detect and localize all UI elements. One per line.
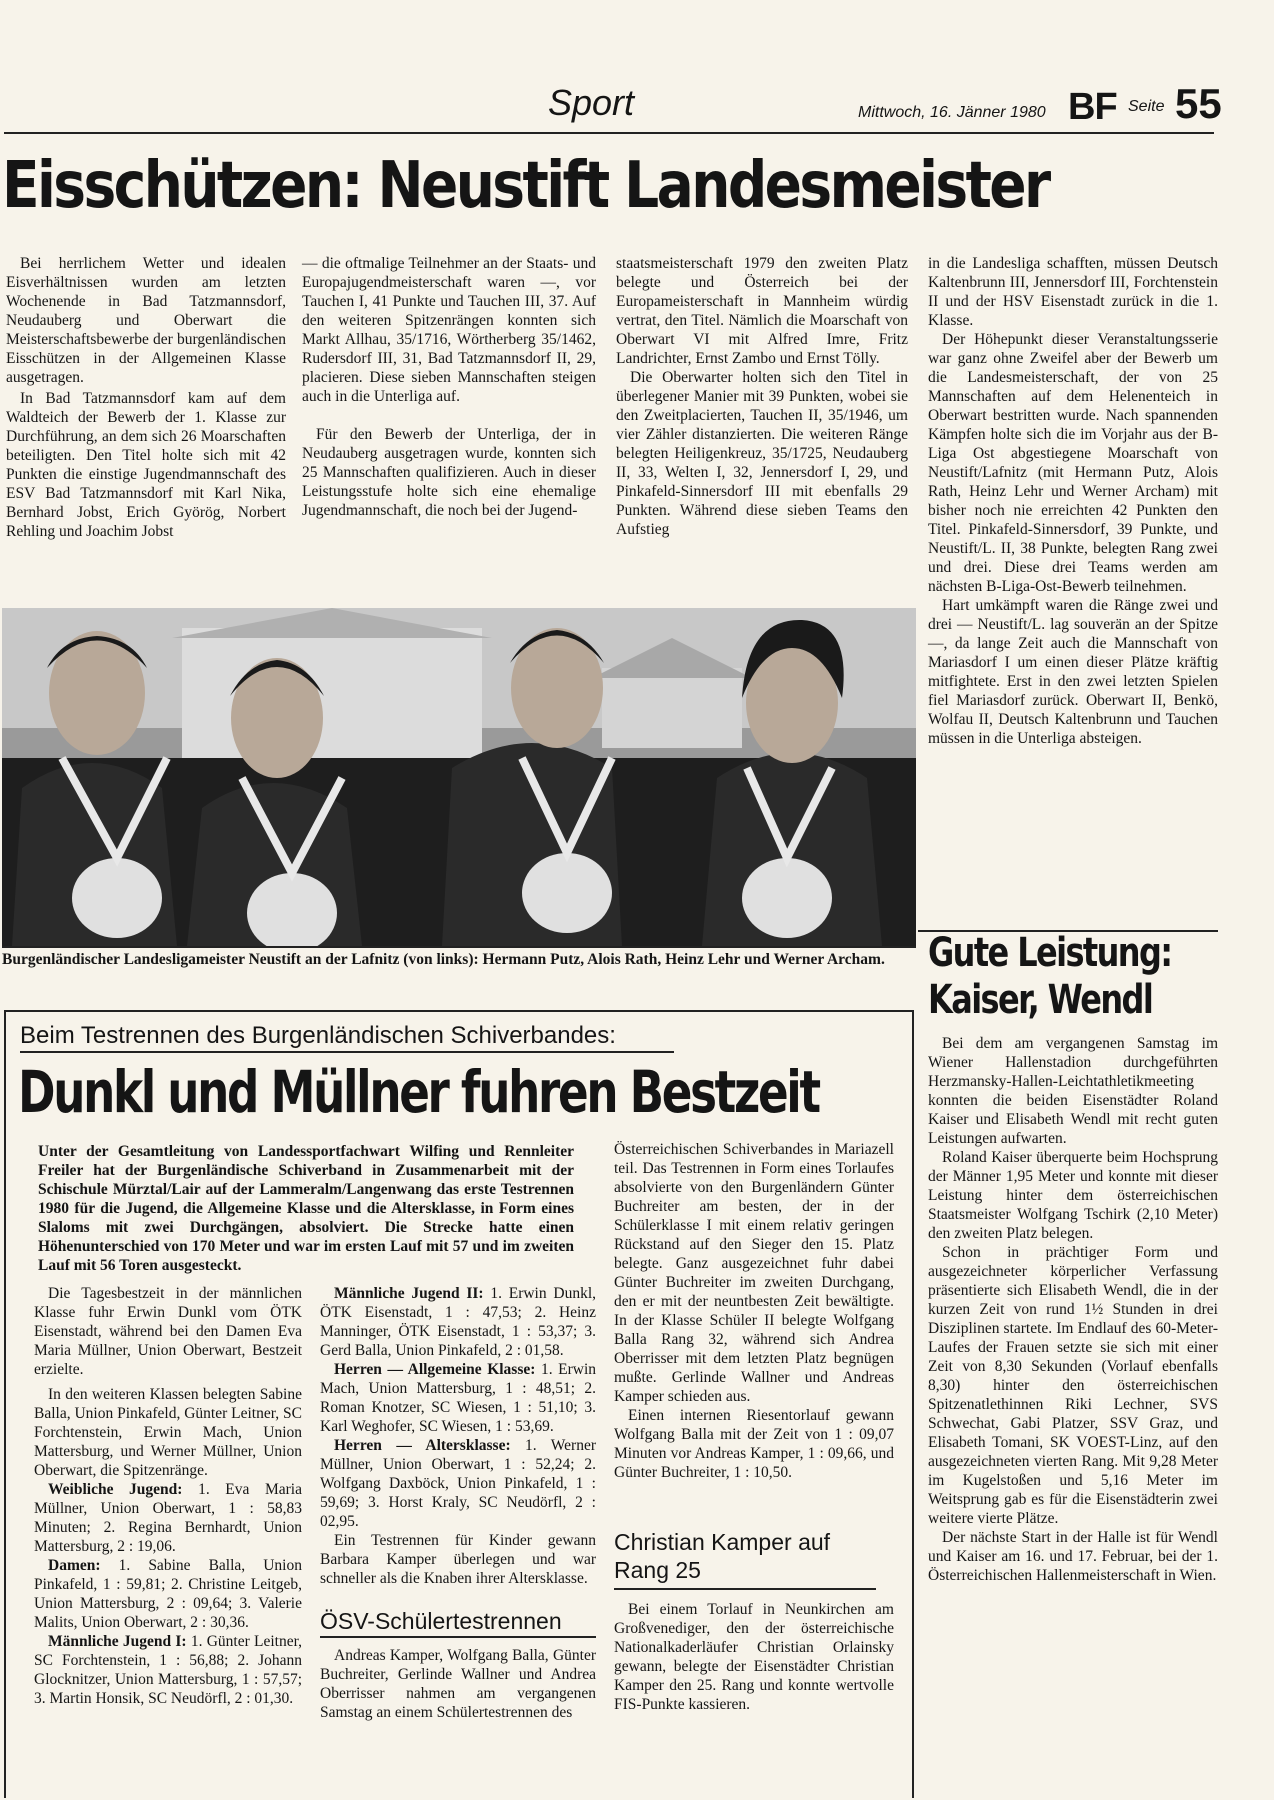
result-text: 1. Sabine Balla, Union Pinkafeld, 1 : 59,81; 2. Christine Leitgeb, Union Mattersburg, 2 : 09,64; 3. Valerie Malits, Union Oberwart, 2 : 30,36. [34, 1557, 302, 1631]
paragraph: Bei dem am vergangenen Samstag im Wiener Hallenstadion durchgeführten Herzmansky-Hallen-Leichtathletikmeeting konnten die beiden Eisenstädter Roland Kaiser und Elisabeth Wendl mit recht guten Leistungen aufwarten. [928, 1035, 1218, 1147]
paragraph: Bei herrlichem Wetter und idealen Eisverhältnissen wurden am letzten Wochenende in Bad Tatzmannsdorf, Neudauberg und Oberwart die Meisterschaftsbewerbe der burgenländischen Eisschützen in der Allgemeinen Klasse ausgetragen. [6, 255, 286, 386]
result-label: Herren — Allgemeine Klasse: [334, 1361, 536, 1378]
subhead-rule [320, 1636, 596, 1638]
article2-col3b [614, 1600, 894, 1714]
subhead-kamper: Christian Kamper auf Rang 25 [614, 1529, 831, 1583]
result-text: 1. Erwin Dunkl, ÖTK Eisenstadt, 1 : 47,53; 2. Heinz Manninger, ÖTK Eisenstadt, 1 : 53,37; 3. Gerd Balla, Union Pinkafeld, 2 : 01,58. [320, 1285, 596, 1359]
article1-col4 [928, 254, 1218, 748]
article1-col3 [616, 254, 908, 539]
result-label: Herren — Altersklasse: [334, 1437, 511, 1454]
article2-col2 [320, 1284, 596, 1588]
headline-dunkl-muellner: Dunkl und Müllner fuhren Bestzeit [18, 1058, 819, 1126]
result-text: 1. Eva Maria Müllner, Union Oberwart, 1 : 58,83 Minuten; 2. Regina Bernhardt, Union Mattersburg, 2 : 19,06. [34, 1481, 302, 1555]
article2-col3 [614, 1140, 894, 1482]
headline-line: Gute Leistung: [928, 930, 1172, 976]
page-number: 55 [1175, 80, 1222, 127]
result-paragraph [320, 1436, 596, 1531]
paragraph: Einen internen Riesentorlauf gewann Wolfgang Balla mit der Zeit von 1 : 09,07 Minuten vor Andreas Kamper, 1 : 09,66, und Günter Buchreiter, 1 : 10,50. [614, 1407, 894, 1481]
paragraph: Der nächste Start in der Halle ist für Wendl und Kaiser am 16. und 17. Februar, bei der 1. Österreichischen Hallenmeisterschaft in Wien. [928, 1529, 1218, 1584]
article2-lead: Unter der Gesamtleitung von Landessportfachwart Wilfing und Rennleiter Freiler hat der Burgenländische Schiverband in Zusammenarbeit mit der Schischule Mürztal/Lair auf der Lammeralm/Langenwang das erste Testrennen 1980 für die Jugend, die Allgemeine Klasse und die Altersklasse, in Form eines Slaloms mit zwei Durchgängen, absolviert. Die Strecke hatte einen Höhenunterschied von 170 Meter und war im ersten Lauf mit 57 und im zweiten Lauf mit 56 Toren ausgesteckt. [38, 1143, 574, 1274]
header-rule [4, 132, 1214, 134]
paragraph: Die Tagesbestzeit in der männlichen Klasse fuhr Erwin Dunkl vom ÖTK Eisenstadt, während bei den Damen Eva Maria Müllner, Union Oberwart, Bestzeit erzielte. [34, 1285, 302, 1378]
paragraph: Der Höhepunkt dieser Veranstaltungsserie war ganz ohne Zweifel aber der Bewerb um die Landesmeisterschaft, der von 25 Mannschaften auf dem Helenenteich in Oberwart bestritten wurde. Nach spannenden Kämpfen holte sich die im Vorjahr aus der B-Liga Ost abgestiegene Moarschaft von Neustift/Lafnitz (mit Hermann Putz, Alois Rath, Heinz Lehr und Werner Archam) mit bisher noch nie erreichten 42 Punkten den Titel. Pinkafeld-Sinnersdorf, 39 Punkte, und Neustift/L. II, 38 Punkte, belegten Rang zwei und drei. Diese drei Teams werden am nächsten B-Liga-Ost-Bewerb teilnehmen. [928, 331, 1218, 595]
result-label: Damen: [48, 1557, 101, 1574]
result-text: 1. Günter Leitner, SC Forchtenstein, 1 : 56,88; 2. Johann Glocknitzer, Union Mattersburg, 1 : 57,57; 3. Martin Honsik, SC Neudörfl, 2 : 01,30. [34, 1633, 302, 1707]
article3-body [928, 1034, 1218, 1585]
result-label: Männliche Jugend I: [48, 1633, 187, 1650]
paragraph: staatsmeisterschaft 1979 den zweiten Platz belegte und Österreich bei der Europameisterschaft in Mannheim würdig vertrat, den Titel. Nämlich die Moarschaft von Oberwart VI mit Alfred Imre, Fritz Landrichter, Ernst Zambo und Ernst Tölly. [616, 255, 908, 367]
issue-date: Mittwoch, 16. Jänner 1980 [858, 104, 1046, 121]
paragraph: Hart umkämpft waren die Ränge zwei und drei — Neustift/L. lag souverän an der Spitze —, da lange Zeit auch die Mannschaft von Mariasdorf I um einen dieser Plätze kräftig mitfightete. Erst in den zwei letzten Spielen fiel Mariasdorf zurück. Oberwart II, Benkö, Wolfau II, Deutsch Kaltenbrunn und Tauchen müssen in die Unterliga absteigen. [928, 597, 1218, 747]
result-text: 1. Erwin Mach, Union Mattersburg, 1 : 48,51; 2. Roman Knotzer, SC Wiesen, 1 : 51,10; 3. Karl Weghofer, SC Wiesen, 1 : 53,69. [320, 1361, 597, 1435]
paragraph: Für den Bewerb der Unterliga, der in Neudauberg ausgetragen wurde, konnten sich 25 Mannschaften qualifizieren. Auch in dieser Leistungsstufe holte sich eine ehemalige Jugendmannschaft, die noch bei der Jugend- [302, 426, 596, 519]
section-title: Sport [548, 82, 635, 123]
result-paragraph [34, 1556, 302, 1632]
result-label: Männliche Jugend II: [334, 1285, 484, 1302]
paragraph: Andreas Kamper, Wolfgang Balla, Günter Buchreiter, Gerlinde Wallner und Andrea Oberrisser nahmen am vergangenen Samstag an einem Schülertestrennen des [320, 1647, 596, 1721]
paragraph: — die oftmalige Teilnehmer an der Staats- und Europajugendmeisterschaft waren —, vor Tauchen I, 41 Punkte und Tauchen III, 37. Auf den weiteren Spitzenrängen konnten sich Markt Allhau, 35/1716, Wörtherberg 35/1462, Rudersdorf III, 31, Bad Tatzmannsdorf II, 29, placieren. Diese sieben Mannschaften steigen auch in die Unterliga auf. [302, 255, 596, 405]
article1-col1 [6, 254, 286, 541]
article2-col2b [320, 1646, 596, 1722]
headline-line: Kaiser, Wendl [928, 977, 1153, 1023]
headline-gute-leistung [928, 930, 1171, 1024]
result-paragraph [320, 1360, 596, 1436]
paragraph: in die Landesliga schafften, müssen Deutsch Kaltenbrunn III, Jennersdorf III, Forchtenstein II und der HSV Eisenstadt zurück in die 1. Klasse. [928, 255, 1218, 329]
subhead-rule [614, 1588, 876, 1590]
result-paragraph [320, 1284, 596, 1360]
newspaper-logo: BF [1068, 86, 1117, 128]
article2-col1 [34, 1284, 302, 1708]
headline-eisschuetzen: Eisschützen: Neustift Landesmeister [2, 149, 1049, 223]
paragraph: Schon in prächtiger Form und ausgezeichneter körperlicher Verfassung präsentierte sich Elisabeth Wendl, die in der kurzen Zeit von rund 1½ Stunden in drei Disziplinen startete. Im Endlauf des 60-Meter-Laufes der Frauen setzte sie sich mit einer Zeit von 8,30 Sekunden (Vorlauf ebenfalls 8,30) hinter den österreichischen Spitzenatlethinnen Riki Lechner, SVS Schwechat, Gabi Platzer, SSV Graz, und Elisabeth Tomani, SK VOEST-Linz, auf den ausgezeichneten vierten Rang. Mit 9,28 Meter im Kugelstoßen und 5,16 Meter im Weitsprung gab es für die Eisenstädterin zwei weitere vierte Plätze. [928, 1244, 1218, 1527]
page-label: Seite [1128, 98, 1165, 115]
result-paragraph [34, 1480, 302, 1556]
article1-col2 [302, 254, 596, 520]
paragraph: Österreichischen Schiverbandes in Mariazell teil. Das Testrennen in Form eines Torlaufes absolvierte von den Burgenländern Günter Buchreiter am besten, der in der Schülerklasse I mit einem relativ geringen Rückstand auf den Sieger den 15. Platz belegte. Ganz ausgezeichnet fuhr dabei Günter Buchreiter im zweiten Durchgang, den er mit der neuntbesten Zeit bewältigte. In der Klasse Schüler II belegte Wolfgang Balla Rang 32, während sich Andrea Oberrisser mit dem letzten Platz begnügen mußte. Gerlinde Wallner und Andreas Kamper schieden aus. [614, 1141, 894, 1405]
paragraph: Roland Kaiser überquerte beim Hochsprung der Männer 1,95 Meter und konnte mit dieser Leistung hinter dem österreichischen Staatsmeister Wolfgang Tschirk (2,10 Meter) den zweiten Platz belegen. [928, 1149, 1218, 1242]
article2-kicker: Beim Testrennen des Burgenländischen Schiverbandes: [20, 1022, 616, 1049]
subhead-oesv: ÖSV-Schülertestrennen [320, 1608, 562, 1634]
photo-caption: Burgenländischer Landesligameister Neustift an der Lafnitz (von links): Hermann Putz, Alois Rath, Heinz Lehr und Werner Archam. [2, 951, 885, 968]
result-label: Weibliche Jugend: [48, 1481, 183, 1498]
paragraph: Bei einem Torlauf in Neunkirchen am Großvenediger, den der österreichische Nationalkaderläufer Christian Orlainsky gewann, belegte der Eisenstädter Christian Kamper den 25. Rang und konnte wertvolle FIS-Punkte kassieren. [614, 1601, 894, 1713]
paragraph: In den weiteren Klassen belegten Sabine Balla, Union Pinkafeld, Günter Leitner, SC Forchtenstein, Erwin Mach, Union Mattersburg, und Werner Müllner, Union Oberwart, die Spitzenränge. [34, 1386, 302, 1479]
result-paragraph [34, 1632, 302, 1708]
result-text: 1. Werner Müllner, Union Oberwart, 1 : 52,24; 2. Wolfgang Daxböck, Union Pinkafeld, 1 : 59,69; 3. Horst Kraly, SC Neudörfl, 2 : 02,95. [320, 1437, 596, 1530]
paragraph: Ein Testrennen für Kinder gewann Barbara Kamper überlegen und war schneller als die Knaben ihrer Altersklasse. [320, 1532, 596, 1587]
paragraph: Die Oberwarter holten sich den Titel in überlegener Manier mit 39 Punkten, wobei sie den Zweitplacierten, Tauchen II, 35/1946, um vier Zähler distanzierten. Die weiteren Ränge belegten Heiligenkreuz, 35/1725, Neudauberg II, 33, Welten I, 32, Jennersdorf I, 29, und Pinkafeld-Sinnersdorf III mit ebenfalls 29 Punkten. Während diese sieben Teams den Aufstieg [616, 369, 908, 538]
team-photo [2, 608, 916, 948]
kicker-rule [20, 1051, 674, 1053]
paragraph: In Bad Tatzmannsdorf kam auf dem Waldteich der Bewerb der 1. Klasse zur Durchführung, an dem sich 26 Moarschaften beteiligten. Den Titel holte sich mit 42 Punkten die einstige Jugendmannschaft des ESV Bad Tatzmannsdorf mit Karl Nika, Bernhard Jobst, Erich Györög, Norbert Rehling und Joachim Jobst [6, 390, 286, 540]
